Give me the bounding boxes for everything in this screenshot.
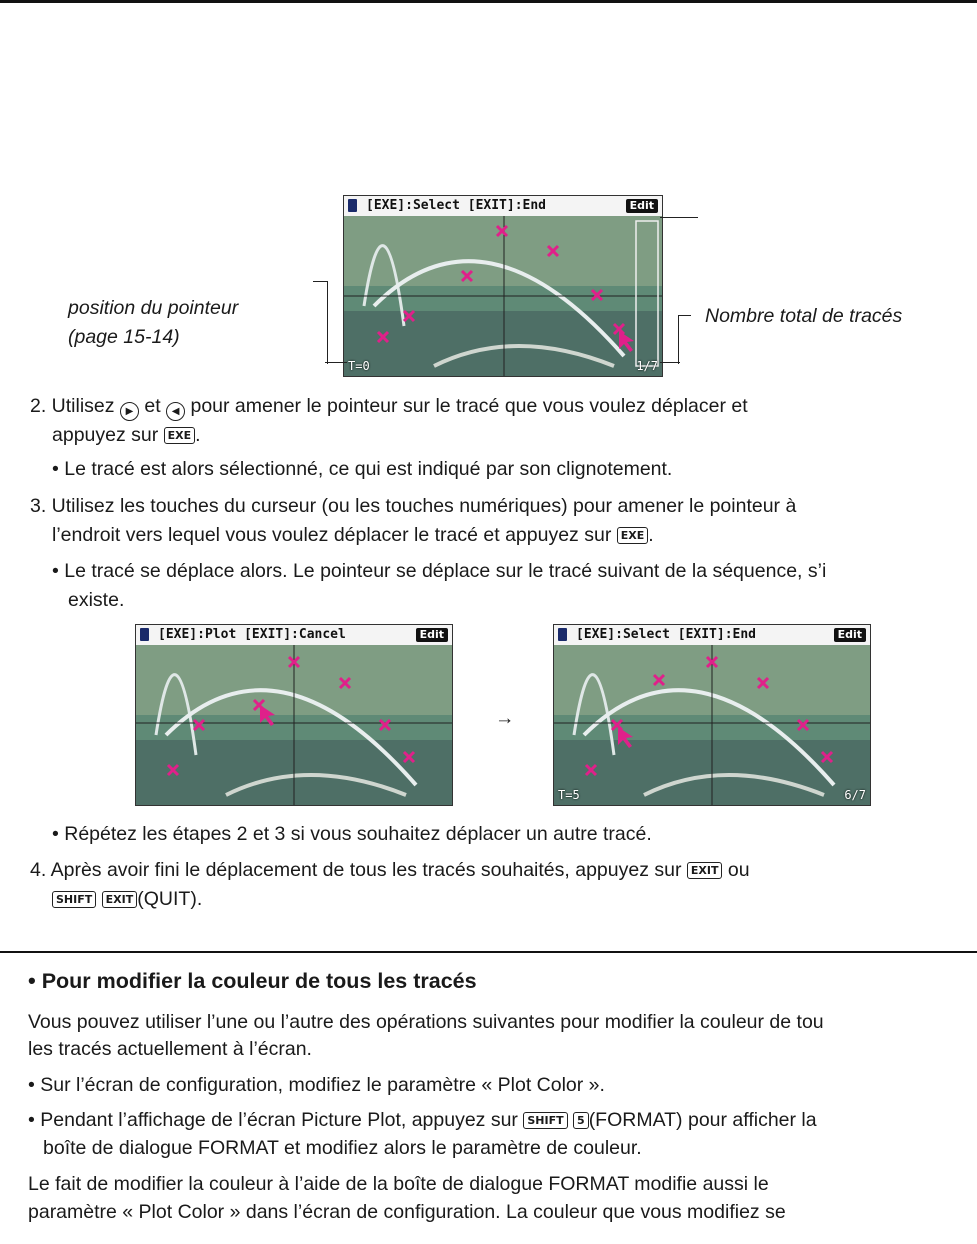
step2-bullet: • Le tracé est alors sélectionné, ce qui est indiqué par son clignotement. [52, 458, 673, 480]
bullet2-text-a: • Pendant l’affichage de l’écran Picture Plot, appuyez sur [28, 1109, 524, 1131]
screen-header-text: [EXE]:Select [EXIT]:End [366, 198, 547, 213]
screen-header-text: [EXE]:Select [EXIT]:End [576, 627, 757, 642]
step4-line1 [30, 858, 750, 882]
section-bullet2-line2: boîte de dialogue FORMAT et modifiez alors le paramètre de couleur. [43, 1137, 642, 1159]
section-paragraph1-line2: les tracés actuellement à l’écran. [28, 1038, 312, 1060]
step4-line2 [52, 887, 202, 911]
battery-icon [348, 199, 357, 212]
screen-header-bar [344, 196, 662, 216]
step2-line1 [30, 394, 748, 421]
total-plots-annotation: Nombre total de tracés [705, 305, 903, 327]
edit-badge: Edit [416, 628, 448, 642]
picture-plot-canvas [554, 645, 870, 805]
transition-arrow: → [495, 707, 515, 729]
right-arrow-key-icon: ▶ [120, 402, 139, 421]
pointer-callout-line-bottom [325, 362, 347, 363]
step4-line1-text: 4. Après avoir fini le déplacement de tous les tracés souhaités, appuyez sur [30, 859, 687, 881]
exe-key-icon: EXE [164, 427, 196, 444]
step2-line2: appuyez sur EXE . [52, 424, 201, 446]
step3-line1: 3. Utilisez les touches du curseur (ou les touches numériques) pour amener le pointeur à [30, 495, 797, 517]
plot-count-label: 6/7 [844, 788, 866, 802]
screen-header-bar [554, 625, 870, 645]
exit-key-icon: EXIT [687, 862, 723, 879]
picture-plot-canvas [136, 645, 452, 805]
battery-icon [558, 628, 567, 641]
screen-header-bar [136, 625, 452, 645]
section-bullet2-line1 [28, 1108, 817, 1132]
exit-key-icon: EXIT [102, 891, 138, 908]
exe-key-icon: EXE [617, 527, 649, 544]
step4-line2-end: (QUIT). [137, 888, 203, 910]
battery-icon [140, 628, 149, 641]
step2-line2-text: appuyez sur [52, 424, 164, 446]
shift-key-icon: SHIFT [523, 1112, 567, 1129]
section-paragraph2-line2: paramètre « Plot Color » dans l’écran de configuration. La couleur que vous modifiez se [28, 1201, 786, 1223]
calculator-screen-plot [135, 624, 453, 806]
shift-key-icon: SHIFT [52, 891, 96, 908]
section-heading-text: Pour modifier la couleur de tous les tracés [41, 969, 477, 993]
t-value-label: T=0 [348, 359, 370, 373]
picture-plot-canvas [344, 216, 662, 376]
step3-bullet-line1: • Le tracé se déplace alors. Le pointeur se déplace sur le tracé suivant de la séquence, s’i [52, 560, 827, 582]
section-paragraph2-line1: Le fait de modifier la couleur à l’aide de la boîte de dialogue FORMAT modifie aussi le [28, 1173, 769, 1195]
edit-badge: Edit [834, 628, 866, 642]
step4-line1-end: ou [722, 859, 750, 881]
section-divider [0, 951, 977, 953]
pointer-position-annotation: position du pointeur [68, 297, 239, 319]
five-key-icon: 5 [573, 1112, 589, 1129]
calculator-screen-select [343, 195, 663, 377]
step3-line2: l’endroit vers lequel vous voulez déplacer le tracé et appuyez sur EXE . [52, 524, 654, 546]
top-rule [0, 0, 977, 3]
screen-header-text: [EXE]:Plot [EXIT]:Cancel [158, 627, 346, 642]
heading-bullet-icon: • [28, 968, 36, 993]
total-callout-line [660, 217, 698, 218]
plot-count-label: 1/7 [636, 359, 658, 373]
pointer-callout-line [313, 281, 328, 364]
edit-badge: Edit [626, 199, 658, 213]
bullet2-text-b: (FORMAT) pour afficher la [588, 1109, 817, 1131]
repeat-steps-bullet: • Répétez les étapes 2 et 3 si vous souhaitez déplacer un autre tracé. [52, 823, 652, 845]
total-callout-bottom [660, 362, 680, 363]
total-callout-vertical [678, 315, 691, 364]
step3-line2-text: l’endroit vers lequel vous voulez déplacer le tracé et appuyez sur [52, 524, 617, 546]
calculator-screen-after-move [553, 624, 871, 806]
left-arrow-key-icon: ◀ [166, 402, 185, 421]
pointer-position-page: (page 15-14) [68, 326, 180, 348]
step2-text-a: 2. Utilisez [30, 395, 120, 417]
step2-text-c: pour amener le pointeur sur le tracé que vous voulez déplacer et [185, 395, 748, 417]
step3-bullet-line2: existe. [68, 589, 125, 611]
t-value-label: T=5 [558, 788, 580, 802]
section-heading [28, 969, 477, 993]
section-paragraph1-line1: Vous pouvez utiliser l’une ou l’autre des opérations suivantes pour modifier la couleur de tou [28, 1011, 824, 1033]
step2-text-b: et [138, 395, 167, 417]
section-bullet1: • Sur l’écran de configuration, modifiez le paramètre « Plot Color ». [28, 1074, 605, 1096]
